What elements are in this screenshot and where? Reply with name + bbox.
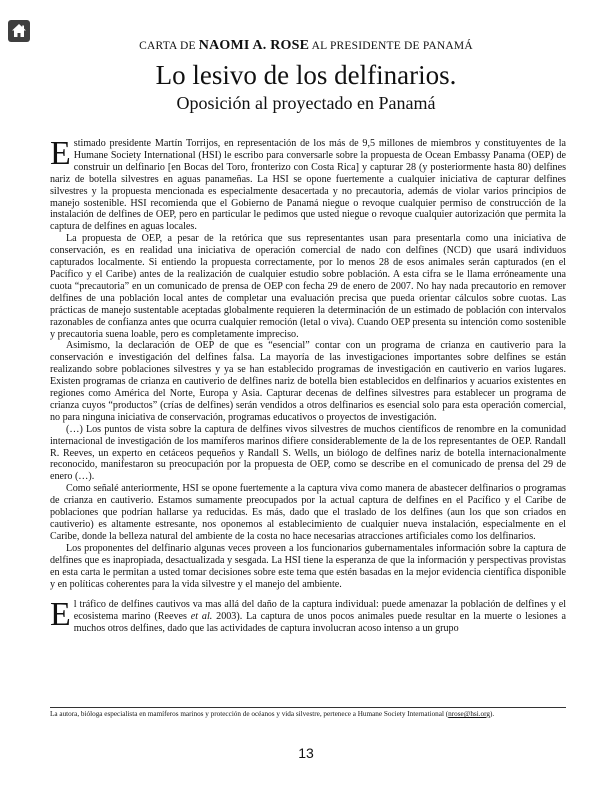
drop-cap: E [50,135,71,172]
page-number: 13 [298,745,314,761]
paragraph-4: (…) Los puntos de vista sobre la captura de delfines vivos silvestres de muchos científicos de renombre en la comunidad internacional de investigación de los mamíferos marinos difiere considerablemente de la de los representantes de OEP. Randall R. Reeves, un experto en cetáceos pequeños y Randall S. Wells, un biólogo de delfines nariz de botella internacionalmente reconocido, manifestaron su preocupación por la propuesta de OEP, como se describe en el comunicado de prensa del 29 de enero (…). [50,423,566,483]
paragraph-1 [50,135,566,233]
article-subtitle: Oposición al proyectado en Panamá [176,93,436,113]
paragraph-5: Como señalé anteriormente, HSI se opone fuertemente a la captura viva como manera de abastecer delfinarios o programas de crianza en cautiverio. Estamos sumamente preocupados por la actual captura de delfines en el Pacífico y el Caribe de poblaciones que podrían hallarse ya reducidas. Es más, dado que el traslado de los delfines (aun los que son criados en cautiverio) es altamente estresante, nos oponemos al establecimiento de cualquier nueva instalación, especialmente en el Caribe, donde la belleza natural del ambiente de la costa no hace necesarias atracciones artificiales como los delfinarios. [50,483,566,542]
article-kicker [0,38,612,54]
citation-et-al: et al. [190,611,213,623]
footnote-text-end: ). [489,710,495,718]
drop-cap: E [50,596,71,634]
paragraph-7-text-a: l tráfico de delfines cautivos va mas allá del daño de la captura individual: puede amenazar la población de delfines y el ecosistema marino (Reeves [73,599,566,623]
footnote-divider [50,707,566,708]
author-footnote [50,710,566,719]
paragraph-3: Asimismo, la declaración de OEP de que es “esencial” contar con un programa de crianza en cautiverio para la conservación e investigación del delfines falsa. La mayoría de las investigaciones importantes sobre delfines se están realizando sobre poblaciones silvestres y ya se han establecido programas de investigación en cautiverio en varios lugares. Existen programas de crianza en cautiverio de delfines nariz de botella bien establecidos en delfinarios y acuarios existentes en regiones como América del Norte, Europa y Asia. Capturar decenas de delfines silvestres para establecer un programa de crianza cuyos “productos” (crías de delfines) serán vendidos a otros delfinarios es esencial solo para esta operación comercial, no para ninguna iniciativa de conservación, programas educativos o proyectos de investigación. [50,340,566,423]
paragraph-6: Los proponentes del delfinario algunas veces proveen a los funcionarios gubernamentales información sobre la captura de delfines que es inapropiada, desactualizada y sesgada. La HSI tiene la esperanza de que la información y perspectivas provistas en esta carta le permitan a usted tomar decisiones sobre este tema que estén basadas en la mejor evidencia científica disponible y en políticas coherentes para la vida silvestre y el manejo del ambiente. [50,542,566,590]
paragraph-1-text: stimado presidente Martín Torrijos, en representación de los más de 9,5 millones de miembros y constituyentes de la Humane Society International (HSI) le escribo para conversarle sobre la propuesta de Ocean Embassy Panama (OEP) de construir un delfinario [en Bocas del Toro, fronterizo con Costa Rica] y capturar 28 (y posteriormente hasta 80) delfines nariz de botella silvestres en aguas panameñas. La HSI se opone fuertemente a cualquier iniciativa de capturar delfines silvestres y la propuesta mencionada es especialmente desacertada y no precautoria, además de violar varios principios de manejo sostenible. HSI recomienda que el Gobierno de Panamá niegue o revoque cualquier permiso de construcción de la instalación de delfines de OEP, pero en particular le pedimos que usted niegue o revoque cualquier autorización que permita la captura de delfines en aguas locales. [50,138,566,233]
article-body [50,135,566,635]
kicker-suffix: AL PRESIDENTE DE PANAMÁ [311,40,473,52]
footnote-text: La autora, bióloga especialista en mamíferos marinos y protección de océanos y vida silvestre, pertenece a Humane Society International ( [50,710,449,718]
paragraph-2: La propuesta de OEP, a pesar de la retórica que sus representantes usan para presentarla como una iniciativa de conservación, es en realidad una iniciativa de operación comercial de nado con delfines (NCD) que usará individuos capturados localmente. Si entiendo la propuesta correctamente, por lo menos 28 de esos animales serán capturados (en el Pacífico y el Caribe) antes de la realización de cualquier estudio sobre población. A esta cifra se le llama erróneamente una cuota “precautoria” en un comunicado de prensa de OEP con fecha 29 de enero de 2007. No hay nada precautorio en remover delfines de una población local antes de completar una evaluación precisa que pueda orientar cálculos sobre cuotas. Las prácticas de manejo sustentable aceptadas globalmente requieren la determinación de un estimado de población con intervalos razonables de confianza antes que ocurra cualquier remoción (letal o viva). Cuando OEP presenta su intención como sostenible y precautoria suena loable, pero es completamente impreciso. [50,233,566,340]
article-title: Lo lesivo de los delfinarios. [155,60,457,90]
author-name: NAOMI A. ROSE [198,38,310,53]
kicker-prefix: CARTA DE [139,40,196,52]
paragraph-7 [50,596,566,635]
author-email-link[interactable]: nrose@hsi.org [448,710,490,718]
paragraph-7-text-b: 2003). La captura de unos pocos animales puede resultar en la muerte o lesiones a muchos otros delfines, dado que las actividades de captura involucran acoso intenso a un grupo [73,611,566,635]
